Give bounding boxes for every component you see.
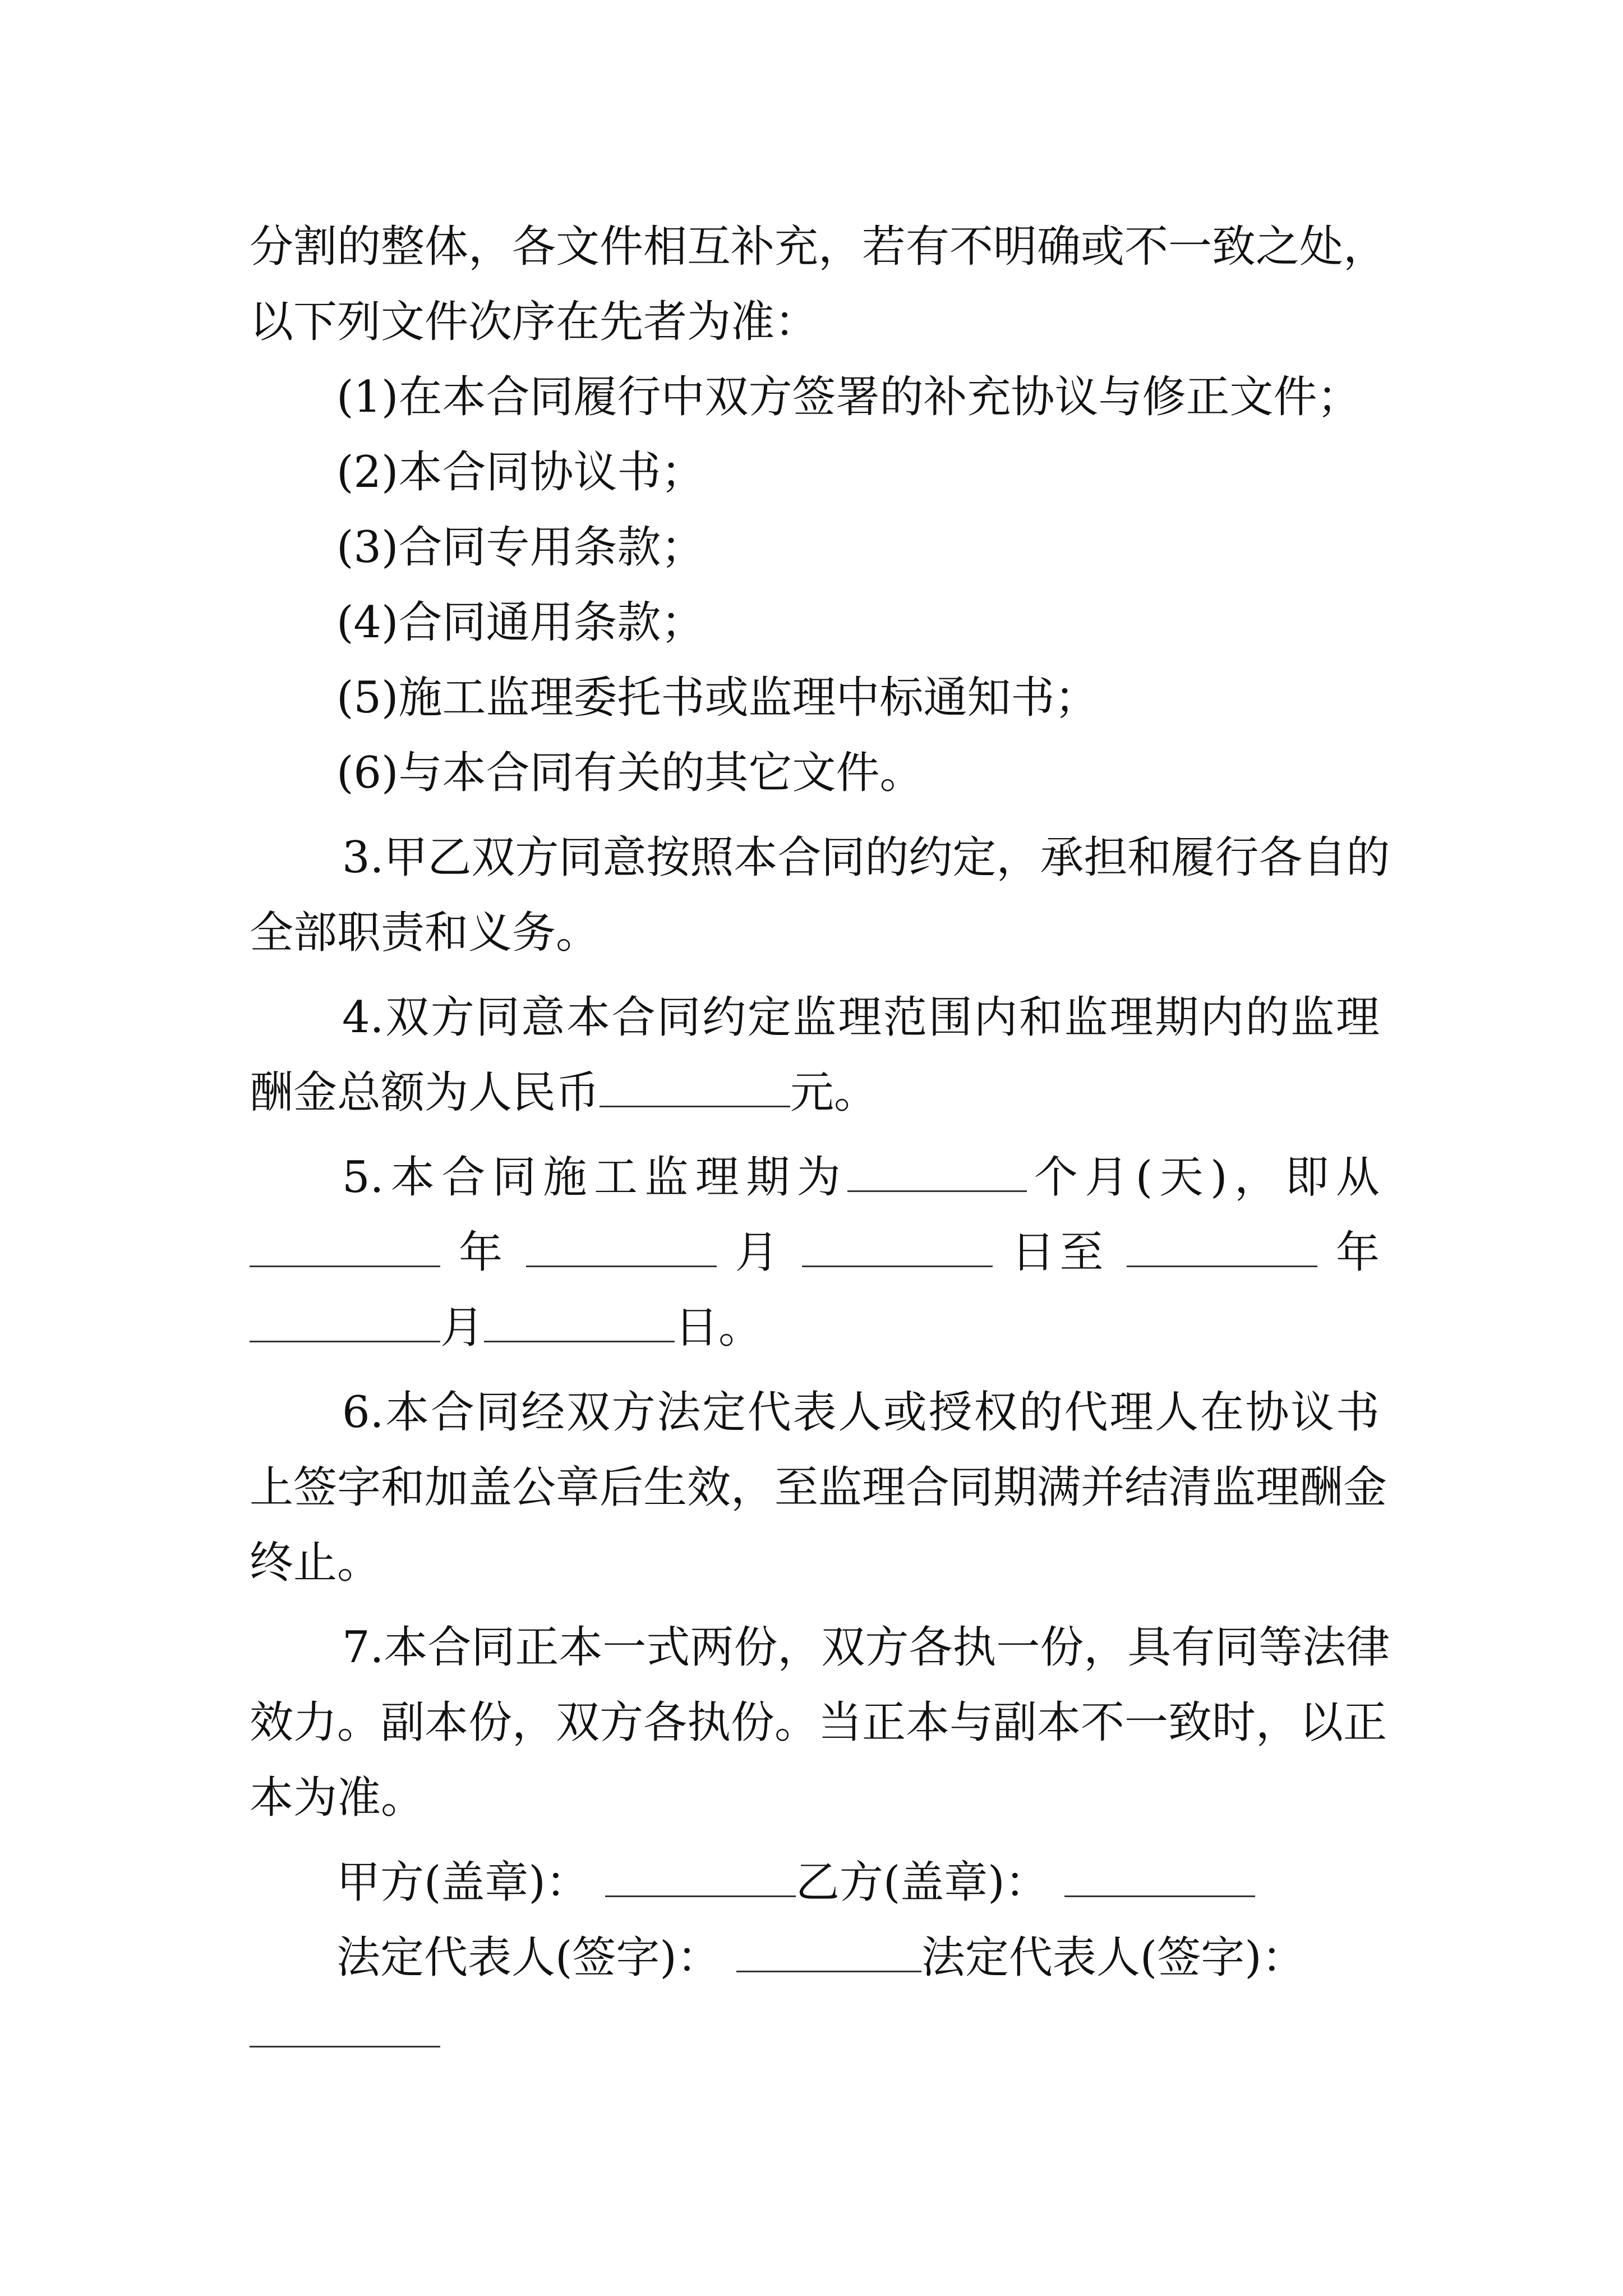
amount-blank <box>600 1100 790 1107</box>
list-item: (5)施工监理委托书或监理中标通知书； <box>336 673 1099 723</box>
party-b-rep-blank <box>250 2040 440 2047</box>
list-item: (3)合同专用条款； <box>336 522 705 573</box>
list-item: (2)本合同协议书； <box>336 447 705 498</box>
party-a-seal-label: 甲方(盖章)： <box>336 1857 589 1908</box>
party-b-seal-label: 乙方(盖章)： <box>795 1857 1049 1908</box>
signature-rep-line-2 <box>250 2002 1380 2064</box>
start-year-blank <box>250 1260 440 1267</box>
clause-5-text: 5.本合同施工监理期为 <box>342 1152 848 1203</box>
party-a-seal-blank <box>605 1890 796 1897</box>
party-a-rep-label: 法定代表人(签字)： <box>336 1932 721 1983</box>
clause-6-line-1: 6.本合同经双方法定代表人或授权的代理人在协议书 <box>342 1387 1380 1438</box>
signature-rep-line <box>336 1927 1380 1989</box>
text-line: 分割的整体，各文件相互补充，若有不明确或不一致之处， <box>250 222 1387 272</box>
clause-7-line-3: 本为准。 <box>250 1773 425 1823</box>
clause-7-line-1: 7.本合同正本一式两份，双方各执一份，具有同等法律 <box>342 1622 1390 1673</box>
clause-4-unit: 元。 <box>790 1068 878 1118</box>
list-item: (6)与本合同有关的其它文件。 <box>336 748 924 798</box>
clause-5-line-2 <box>250 1222 1380 1283</box>
text-line: 以下列文件次序在先者为准： <box>250 297 819 347</box>
clause-7-line-2: 效力。副本份，双方各执份。当正本与副本不一致时，以正 <box>250 1697 1387 1748</box>
year-label: 年 <box>1336 1227 1380 1278</box>
clause-4-line-2 <box>250 1062 1380 1124</box>
month-label: 月 <box>735 1227 783 1278</box>
clause-6-line-3: 终止。 <box>250 1538 381 1588</box>
clause-5-line-3 <box>250 1297 1380 1359</box>
day-label: 日。 <box>675 1303 763 1353</box>
year-label: 年 <box>459 1227 508 1278</box>
month-label: 月 <box>440 1303 485 1353</box>
clause-5-line-1 <box>342 1147 1380 1208</box>
clause-4-text: 酬金总额为人民币 <box>250 1068 600 1118</box>
period-blank <box>847 1185 1027 1192</box>
clause-5-unit: 个月(天)，即从 <box>1027 1152 1380 1203</box>
list-item: (4)合同通用条款； <box>336 597 705 648</box>
clause-3-line-1: 3.甲乙双方同意按照本合同的约定，承担和履行各自的 <box>342 832 1390 883</box>
party-b-seal-blank <box>1064 1890 1255 1897</box>
list-item: (1)在本合同履行中双方签署的补充协议与修正文件； <box>336 372 1361 422</box>
end-year-blank <box>1127 1260 1317 1267</box>
clause-6-line-2: 上签字和加盖公章后生效，至监理合同期满并结清监理酬金 <box>250 1462 1387 1513</box>
party-b-rep-label: 法定代表人(签字)： <box>921 1932 1306 1983</box>
clause-3-line-2: 全部职责和义务。 <box>250 908 600 958</box>
end-month-blank <box>250 1335 440 1342</box>
clause-4-line-1: 4.双方同意本合同约定监理范围内和监理期内的监理 <box>342 992 1380 1043</box>
party-a-rep-blank <box>736 1965 921 1972</box>
start-month-blank <box>526 1260 717 1267</box>
start-day-blank <box>802 1260 993 1267</box>
end-day-blank <box>484 1335 675 1342</box>
day-to-label: 日至 <box>1011 1227 1108 1278</box>
signature-seal-line <box>336 1852 1380 1913</box>
